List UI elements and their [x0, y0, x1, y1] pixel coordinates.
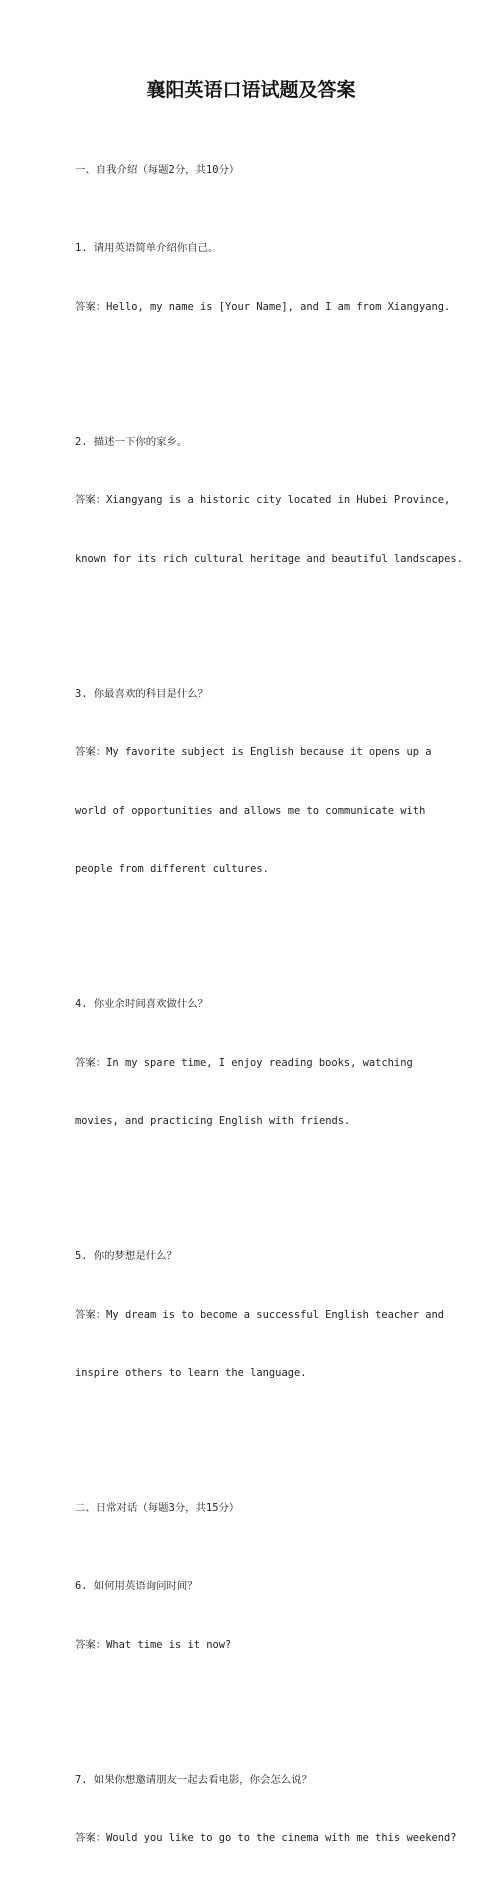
answer-4-line-1: 答案：In my spare time, I enjoy reading books, watching: [75, 1056, 413, 1069]
spacer: [75, 919, 495, 937]
question-6: 6. 如何用英语询问时间？: [75, 1580, 198, 1592]
question-3: 3. 你最喜欢的科目是什么？: [75, 687, 209, 700]
section-heading-self-intro: 一、自我介绍（每题2分，共10分）: [75, 164, 240, 176]
answer-7-line-1: 答案：Would you like to go to the cinema with me this weekend?: [75, 1832, 457, 1844]
spacer: [75, 1694, 495, 1712]
answer-5-line-1: 答案：My dream is to become a successful English teacher and: [75, 1308, 444, 1321]
answer-5-line-2: inspire others to learn the language.: [75, 1367, 307, 1379]
answer-3-line-1: 答案：My favorite subject is English because it opens up a: [75, 746, 432, 758]
answer-6-line-1: 答案：What time is it now?: [75, 1638, 232, 1651]
question-2: 2. 描述一下你的家乡。: [75, 435, 188, 448]
page-title: 襄阳英语口语试题及答案: [146, 79, 356, 101]
spacer: [75, 1171, 495, 1189]
answer-4-line-2: movies, and practicing English with friends.: [75, 1115, 351, 1127]
answer-2-line-2: known for its rich cultural heritage and beautiful landscapes.: [75, 552, 463, 565]
question-5: 5. 你的梦想是什么？: [75, 1250, 177, 1262]
answer-3-line-2: world of opportunities and allows me to communicate with: [75, 804, 426, 817]
answer-1-line-1: 答案：Hello, my name is [Your Name], and I am from Xiangyang.: [75, 300, 451, 313]
section-heading-daily-dialogue: 二、日常对话（每题3分，共15分）: [75, 1502, 240, 1514]
answer-2-line-1: 答案：Xiangyang is a historic city located in Hubei Province,: [75, 494, 451, 506]
spacer: [75, 608, 495, 626]
spacer: [75, 1423, 495, 1441]
document-body: [75, 122, 495, 1888]
answer-3-line-3: people from different cultures.: [75, 863, 269, 875]
question-7: 7. 如果你想邀请朋友一起去看电影，你会怎么说？: [75, 1773, 312, 1786]
spacer: [75, 356, 495, 374]
question-4: 4. 你业余时间喜欢做什么？: [75, 998, 209, 1010]
question-1: 1. 请用英语简单介绍你自己。: [75, 242, 219, 254]
